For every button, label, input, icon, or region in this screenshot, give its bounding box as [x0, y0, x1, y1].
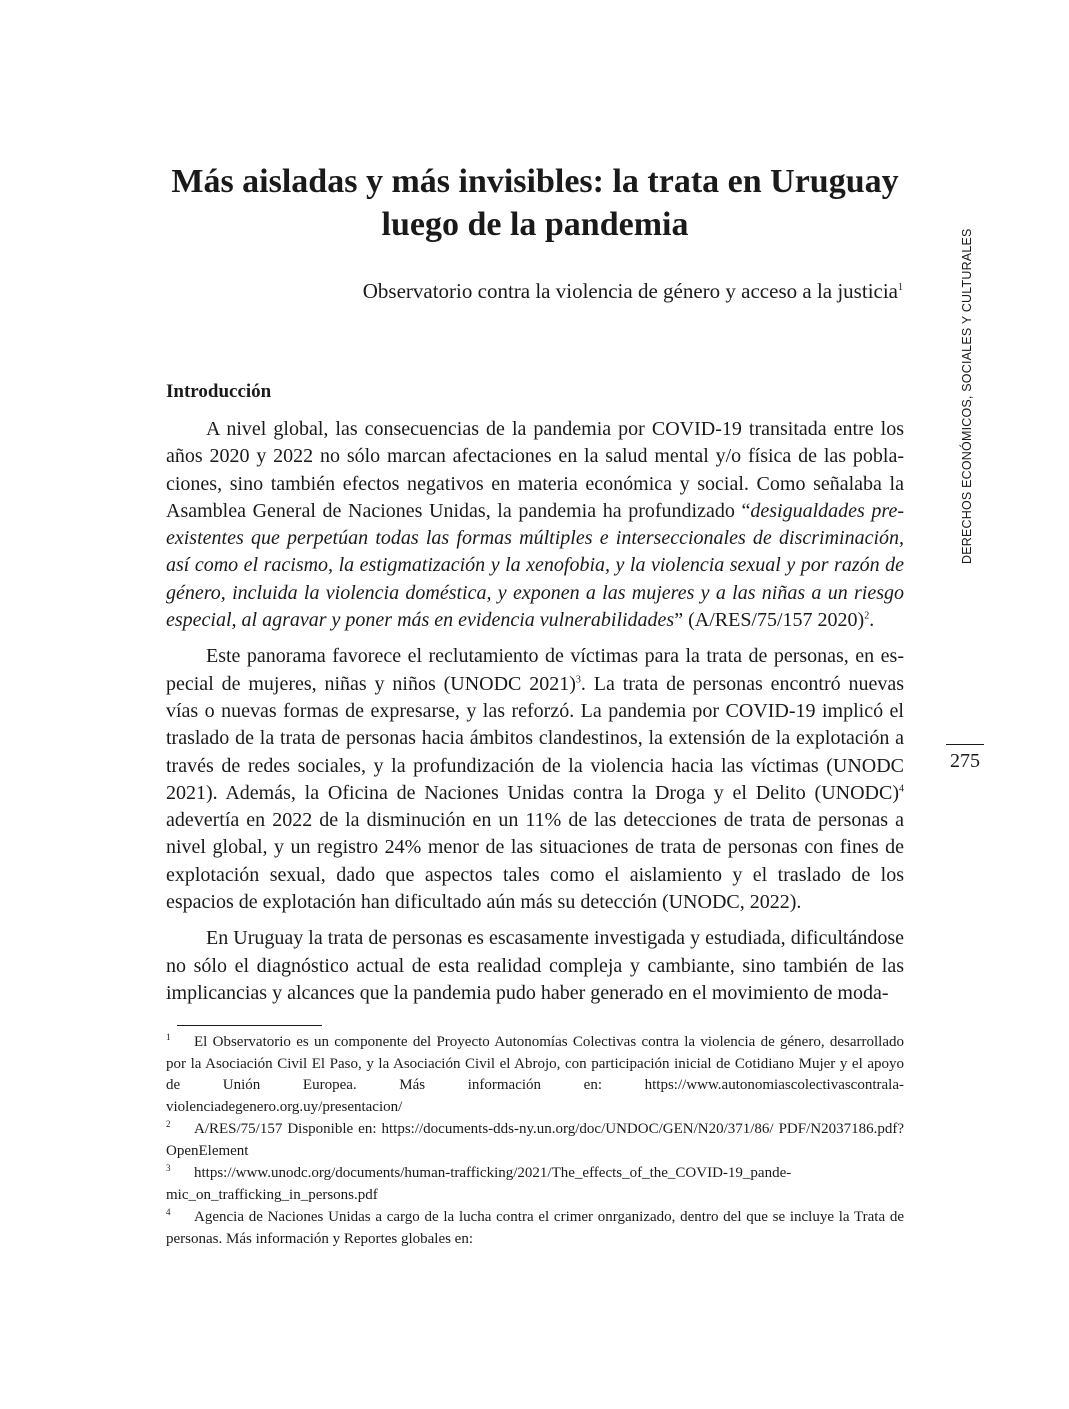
title-line-1: Más aisladas y más invisibles: la trata en Uruguay [171, 163, 899, 200]
footnote-1: 1 El Observatorio es un componente del Proyecto Autonomías Colectivas contra la violencia de género, desarrollado por la Asociación Civil El Paso, y la Asociación Civil el Abrojo, con participación inicial de Cotidiano Mujer y el apoyo de Unión Europea. Más información en: https://www.autonomiascolectivascontrala-violenciadegenero.org.uy/presentacion/ [166, 1032, 904, 1115]
paragraph-1 [166, 416, 904, 634]
section-side-label: DERECHOS ECONÓMICOS, SOCIALES Y CULTURALES [960, 228, 974, 564]
author-footnote-ref[interactable]: 1 [898, 282, 903, 293]
paragraph-2 [166, 643, 904, 916]
section-heading: Introducción [166, 381, 272, 402]
footnote-4: 4 Agencia de Naciones Unidas a cargo de la lucha contra el crimer onrganizado, dentro del que se incluye la Trata de personas. Más información y Reportes globales en: [166, 1207, 904, 1247]
paragraph-2-text-b: . La trata de personas encontró nuevas vías o nuevas formas de expresarse, y las reforzó. La pandemia por COVID-19 implicó el traslado de la trata de personas hacia ámbitos clandestinos, la extensión de la explotación a través de redes sociales, y la profundización de la violencia hacia las víctimas (UNODC 2021). Además, la Oficina de Naciones Unidas contra la Droga y el Delito (UNODC) [166, 672, 904, 804]
footnote-text: Agencia de Naciones Unidas a cargo de la lucha contra el crimer onrganizado, dentro del que se incluye la Trata de personas. Más información y Reportes globales en: [166, 1209, 904, 1247]
paragraph-2-text-a: Este panorama favorece el reclutamiento de víctimas para la trata de personas, en especial de mujeres, niñas y niños (UNODC 2021) [166, 645, 904, 695]
footnote-ref-2[interactable]: 2 [864, 610, 870, 622]
page-number: 275 [946, 744, 984, 773]
footnote-3: 3 https://www.unodc.org/documents/human-trafficking/2021/The_effects_of_the_COVID-19_pande-mic_on_trafficking_in_persons.pdf [166, 1163, 792, 1203]
paragraph-1-text-b: ” (A/RES/75/157 2020) [674, 609, 865, 632]
author-name: Observatorio contra la violencia de género y acceso a la justicia [362, 279, 898, 303]
footnote-2: 2 A/RES/75/157 Disponible en: https://documents-dds-ny.un.org/doc/UNDOC/GEN/N20/371/86/ PDF/N2037186.pdf?OpenElement [166, 1119, 904, 1159]
footnote-text: El Observatorio es un componente del Proyecto Autonomías Colectivas contra la violencia de género, desarrollado por la Asociación Civil El Paso, y la Asociación Civil el Abrojo, con participación inicial de Cotidiano Mujer y el apoyo de Unión Europea. Más información en: https://www.autonomiascolectivascontrala-violenciadegenero.org.uy/presentacion/ [166, 1034, 904, 1115]
body-text [166, 416, 904, 1016]
footnote-ref-4[interactable]: 4 [899, 783, 904, 795]
footnote-text: A/RES/75/157 Disponible en: https://documents-dds-ny.un.org/doc/UNDOC/GEN/N20/371/86/ PDF/N2037186.pdf?OpenElement [166, 1121, 904, 1159]
footnotes [166, 1032, 904, 1251]
article-title [150, 160, 920, 246]
paragraph-1-quote: desigualdades preexistentes que perpetúan todas las formas múltiples e interseccionales de discriminación, así como el racismo, la estigmatización y la xenofobia, y la violencia sexual y por razón de género, incluida la violencia doméstica, y exponen a las mujeres y a las niñas a un riesgo especial, al agravar y poner más en evidencia vulnerabilidades [166, 499, 905, 632]
paragraph-3: En Uruguay la trata de personas es escasamente investigada y estudiada, dificultándose no sólo el diagnóstico actual de esta realidad compleja y cambiante, sino también de las implicancias y alcances que la pandemia pudo haber generado en el movimiento de moda- [166, 927, 904, 1004]
paragraph-1-text-a: A nivel global, las consecuencias de la pandemia por COVID-19 transitada entre los años 2020 y 2022 no sólo marcan afectaciones en la salud mental y/o física de las poblaciones, sino también efectos negativos en materia económica y social. Como señalaba la Asamblea General de Naciones Unidas, la pandemia ha profundizado “ [166, 418, 904, 522]
footnote-divider [177, 1025, 322, 1026]
footnote-ref-3[interactable]: 3 [575, 674, 581, 686]
title-line-2: luego de la pandemia [381, 206, 689, 243]
paragraph-1-end: . [869, 609, 875, 632]
paragraph-2-text-c: adevertía en 2022 de la disminución en un 11% de las detecciones de trata de personas a nivel global, y un registro 24% menor de las situaciones de trata de personas con fines de explotación sexual, dado que aspectos tales como el aislamiento y el traslado de los espacios de explotación han dificultado aún más su detección (UNODC, 2022). [166, 809, 904, 914]
footnote-text: https://www.unodc.org/documents/human-trafficking/2021/The_effects_of_the_COVID-19_pande-mic_on_trafficking_in_persons.pdf [166, 1165, 792, 1203]
author-line [363, 277, 903, 305]
